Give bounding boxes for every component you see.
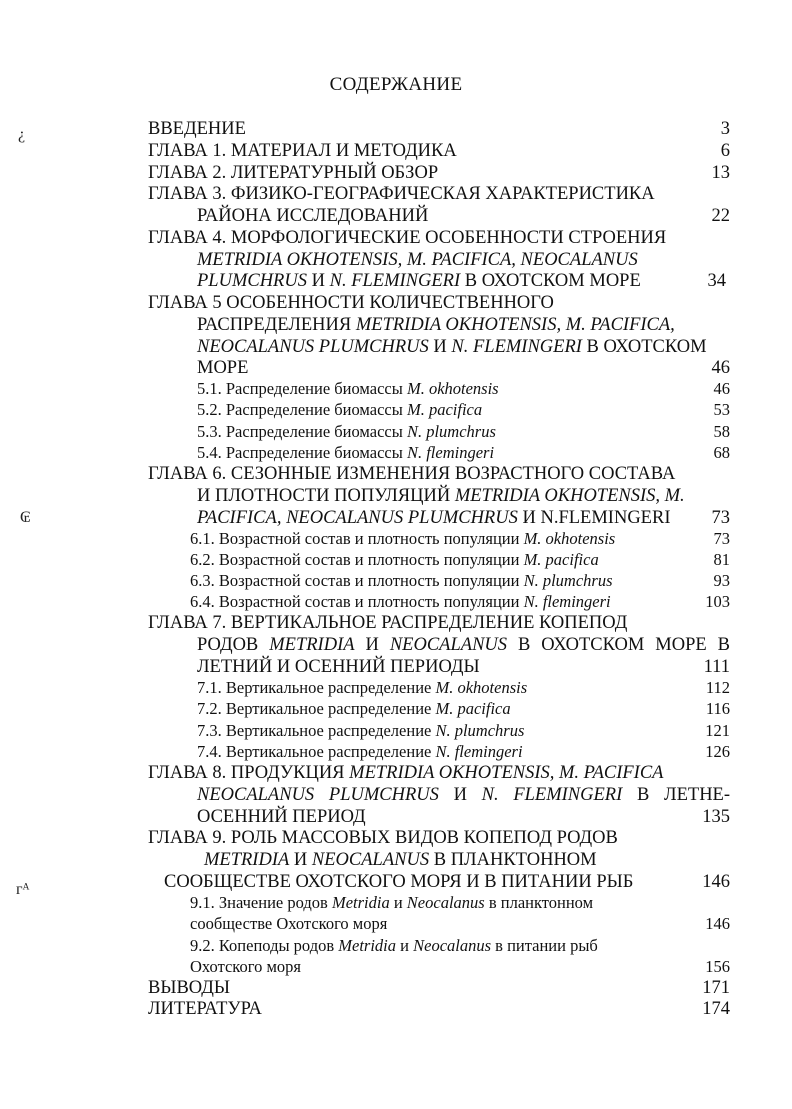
- toc-entry-chapter-3-cont: [0, 205, 792, 227]
- toc-entry-chapter-2: [0, 162, 792, 184]
- toc-entry-chapter-4-cont: [0, 270, 792, 292]
- toc-entry-chapter-4-cont: [0, 249, 792, 271]
- genus-name: METRIDIA: [269, 635, 355, 655]
- species-name: N. plumchrus: [406, 422, 496, 441]
- toc-entry-page: 81: [713, 550, 730, 569]
- species-name: M. pacifica: [406, 400, 483, 419]
- toc-text: И: [517, 508, 541, 528]
- toc-entry-page: 126: [705, 742, 730, 761]
- toc-entry-title: сообществе Охотского моря: [190, 914, 388, 933]
- toc-entry-page: 171: [702, 978, 730, 998]
- toc-entry-page: 46: [711, 358, 730, 378]
- toc-entry-title: ГЛАВА 6. СЕЗОННЫЕ ИЗМЕНЕНИЯ ВОЗРАСТНОГО СОСТАВА: [148, 464, 676, 484]
- toc-entry-page: 146: [702, 872, 730, 892]
- toc-entry-title: ГЛАВА 4. МОРФОЛОГИЧЕСКИЕ ОСОБЕННОСТИ СТРОЕНИЯ: [148, 228, 667, 248]
- toc-entry-title: ЛЕТНИЙ И ОСЕННИЙ ПЕРИОДЫ: [197, 657, 480, 677]
- toc-entry-section-9-1-cont: [0, 913, 792, 935]
- toc-entry-section-6-1: [0, 528, 792, 550]
- toc-entry-page: 112: [705, 678, 730, 697]
- toc-entry-page: 73: [713, 529, 730, 548]
- toc-entry-title: ГЛАВА 1. МАТЕРИАЛ И МЕТОДИКА: [148, 141, 457, 161]
- genus-name: Metridia: [338, 936, 397, 955]
- toc-text: РАСПРЕДЕЛЕНИЯ: [197, 315, 356, 335]
- toc-text: и: [396, 936, 414, 955]
- toc-text: 9.1. Значение родов: [190, 893, 332, 912]
- species-name: M. pacifica: [523, 550, 599, 569]
- toc-entry-title: РАЙОНА ИССЛЕДОВАНИЙ: [197, 206, 429, 226]
- toc-text: 5.4. Распределение биомассы: [197, 443, 407, 462]
- species-name: N. flemingeri: [523, 592, 611, 611]
- toc-entry-section-6-2: [0, 549, 792, 571]
- species-name: M. okhotensis: [406, 379, 499, 398]
- toc-entry-section-7-3: [0, 720, 792, 742]
- species-name: N. FLEMINGERI: [481, 785, 623, 805]
- species-name: METRIDIA OKHOTENSIS, M.: [454, 486, 685, 506]
- toc-text: 6.1. Возрастной состав и плотность популяции: [190, 529, 524, 548]
- toc-text: 7.3. Вертикальное распределение: [197, 721, 436, 740]
- toc-entry-references: [0, 998, 792, 1020]
- species-name: N. plumchrus: [523, 571, 613, 590]
- toc-entry-page: 73: [711, 508, 730, 528]
- toc-entry-page: 68: [713, 443, 730, 462]
- species-name: M. okhotensis: [435, 678, 528, 697]
- toc-entry-section-5-4: [0, 442, 792, 464]
- toc-entry-section-6-4: [0, 591, 792, 613]
- toc-entry-title: ВВЕДЕНИЕ: [148, 119, 246, 139]
- genus-name: NEOCALANUS: [311, 850, 430, 870]
- toc-entry-chapter-7-cont: [0, 634, 792, 656]
- toc-text: 5.1. Распределение биомассы: [197, 379, 407, 398]
- toc-entry-section-5-3: [0, 421, 792, 443]
- toc-entry-chapter-7: [0, 612, 792, 634]
- toc-entry-section-9-1: [0, 892, 792, 914]
- toc-entry-section-6-3: [0, 570, 792, 592]
- toc-entry-page: 174: [702, 999, 730, 1019]
- toc-entry-page: 146: [705, 914, 730, 933]
- page-title: СОДЕРЖАНИЕ: [329, 74, 463, 95]
- toc-entry-page: 13: [711, 163, 730, 183]
- toc-entry-title: ГЛАВА 9. РОЛЬ МАССОВЫХ ВИДОВ КОПЕПОД РОДОВ: [148, 828, 618, 848]
- toc-entry-introduction: [0, 118, 792, 140]
- toc-entry-title: ГЛАВА 5 ОСОБЕННОСТИ КОЛИЧЕСТВЕННОГО: [148, 293, 554, 313]
- toc-entry-page: 103: [705, 592, 730, 611]
- toc-text: И ПЛОТНОСТИ ПОПУЛЯЦИЙ: [197, 486, 455, 506]
- species-name: M. okhotensis: [523, 529, 616, 548]
- species-name: PACIFICA, NEOCALANUS PLUMCHRUS: [197, 508, 518, 528]
- species-name: METRIDIA OKHOTENSIS, M. PACIFICA, NEOCALANUS: [197, 250, 638, 270]
- toc-entry-chapter-1: [0, 140, 792, 162]
- margin-mark-2: ₢: [20, 509, 31, 526]
- toc-entry-page: 135: [702, 807, 730, 827]
- toc-entry-chapter-4: [0, 227, 792, 249]
- genus-name: METRIDIA: [204, 850, 290, 870]
- toc-entry-conclusions: [0, 977, 792, 999]
- genus-name: Neocalanus: [406, 893, 485, 912]
- toc-text: И: [438, 785, 482, 805]
- toc-text: 7.2. Вертикальное распределение: [197, 699, 436, 718]
- species-name: PLUMCHRUS: [197, 271, 307, 291]
- toc-entry-page: 156: [705, 957, 730, 976]
- toc-text: в питании рыб: [491, 936, 598, 955]
- genus-name: Metridia: [331, 893, 390, 912]
- margin-mark-1: ¿: [18, 126, 26, 143]
- toc-entry-chapter-8-cont: [0, 806, 792, 828]
- toc-text: 7.4. Вертикальное распределение: [197, 742, 436, 761]
- toc-entry-section-5-1: [0, 378, 792, 400]
- toc-text: В ОХОТСКОМ МОРЕ В: [507, 635, 730, 655]
- species-name: NEOCALANUS PLUMCHRUS: [197, 337, 429, 357]
- toc-entry-chapter-9-cont: [0, 871, 792, 893]
- species-name: METRIDIA OKHOTENSIS, M. PACIFICA: [349, 763, 664, 783]
- toc-text: 6.2. Возрастной состав и плотность популяции: [190, 550, 524, 569]
- toc-entry-section-9-2-cont: [0, 956, 792, 978]
- toc-text: В ЛЕТНЕ-: [622, 785, 731, 805]
- species-name: N. FLEMINGERI: [451, 337, 582, 357]
- toc-entry-section-7-4: [0, 741, 792, 763]
- toc-entry-page: 22: [711, 206, 730, 226]
- toc-entry-page: 3: [720, 119, 730, 139]
- toc-entry-chapter-8-cont: [0, 784, 792, 806]
- toc-entry-chapter-5-cont: [0, 357, 792, 379]
- toc-text: и: [389, 893, 407, 912]
- toc-entry-page: 58: [713, 422, 730, 441]
- toc-entry-chapter-6-cont: [0, 507, 792, 529]
- toc-entry-section-7-1: [0, 677, 792, 699]
- toc-entry-title: ОСЕННИЙ ПЕРИОД: [197, 807, 366, 827]
- toc-text: И: [289, 850, 312, 870]
- toc-entry-chapter-9-cont: [0, 849, 792, 871]
- genus-name: NEOCALANUS: [389, 635, 508, 655]
- toc-text: В ОХОТСКОМ МОРЕ: [460, 271, 641, 291]
- toc-text: 9.2. Копеподы родов: [190, 936, 339, 955]
- toc-entry-title: ГЛАВА 3. ФИЗИКО-ГЕОГРАФИЧЕСКАЯ ХАРАКТЕРИСТИКА: [148, 184, 655, 204]
- species-name: N.FLEMINGERI: [540, 508, 671, 528]
- species-name: NEOCALANUS PLUMCHRUS: [197, 785, 439, 805]
- toc-text: ГЛАВА 8. ПРОДУКЦИЯ: [148, 763, 350, 783]
- genus-name: Neocalanus: [413, 936, 492, 955]
- toc-entry-page: 116: [705, 699, 730, 718]
- toc-text: В ОХОТСКОМ: [581, 337, 707, 357]
- toc-entry-title: ГЛАВА 2. ЛИТЕРАТУРНЫЙ ОБЗОР: [148, 163, 439, 183]
- toc-text: 6.3. Возрастной состав и плотность популяции: [190, 571, 524, 590]
- toc-entry-title: ЛИТЕРАТУРА: [148, 999, 262, 1019]
- species-name: N. FLEMINGERI: [329, 271, 461, 291]
- toc-entry-chapter-6-cont: [0, 485, 792, 507]
- toc-text: РОДОВ: [197, 635, 270, 655]
- toc-entry-page: 34: [707, 271, 726, 291]
- species-name: N. flemingeri: [406, 443, 495, 462]
- toc-entry-section-5-2: [0, 399, 792, 421]
- toc-text: 7.1. Вертикальное распределение: [197, 678, 436, 697]
- toc-entry-title: ВЫВОДЫ: [148, 978, 231, 998]
- toc-entry-section-9-2: [0, 935, 792, 957]
- toc-entry-chapter-5-cont: [0, 336, 792, 358]
- toc-entry-page: 121: [705, 721, 730, 740]
- margin-mark-3: ᴦᴬ: [16, 881, 30, 898]
- toc-entry-page: 111: [703, 657, 730, 677]
- toc-text: в планктонном: [484, 893, 594, 912]
- toc-entry-chapter-3: [0, 183, 792, 205]
- toc-entry-title: СООБЩЕСТВЕ ОХОТСКОГО МОРЯ И В ПИТАНИИ РЫБ: [164, 872, 634, 892]
- toc-text: 6.4. Возрастной состав и плотность популяции: [190, 592, 524, 611]
- toc-text: И: [306, 271, 330, 291]
- toc-entry-chapter-7-cont: [0, 656, 792, 678]
- toc-text: И: [354, 635, 390, 655]
- toc-entry-title: ГЛАВА 7. ВЕРТИКАЛЬНОЕ РАСПРЕДЕЛЕНИЕ КОПЕПОД: [148, 613, 628, 633]
- toc-entry-chapter-5: [0, 292, 792, 314]
- toc-entry-page: 93: [713, 571, 730, 590]
- toc-entry-page: 53: [713, 400, 730, 419]
- toc-entry-chapter-5-cont: [0, 314, 792, 336]
- species-name: N. plumchrus: [435, 721, 525, 740]
- toc-text: И: [428, 337, 452, 357]
- toc-entry-title: МОРЕ: [197, 358, 249, 378]
- toc-text: В ПЛАНКТОННОМ: [429, 850, 597, 870]
- toc-entry-page: 46: [713, 379, 730, 398]
- species-name: M. pacifica: [435, 699, 511, 718]
- species-name: N. flemingeri: [435, 742, 523, 761]
- toc-text: 5.3. Распределение биомассы: [197, 422, 407, 441]
- toc-entry-page: 6: [720, 141, 730, 161]
- toc-entry-chapter-6: [0, 463, 792, 485]
- toc-entry-title: Охотского моря: [190, 957, 301, 976]
- toc-text: 5.2. Распределение биомассы: [197, 400, 407, 419]
- toc-entry-chapter-8: [0, 762, 792, 784]
- toc-entry-chapter-9: [0, 827, 792, 849]
- toc-entry-section-7-2: [0, 698, 792, 720]
- species-name: METRIDIA OKHOTENSIS, M. PACIFICA,: [355, 315, 675, 335]
